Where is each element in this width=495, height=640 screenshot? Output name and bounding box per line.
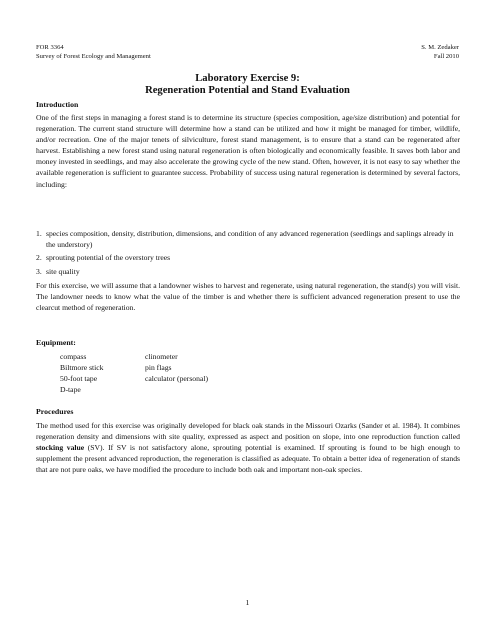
equipment-item: pin flags: [145, 363, 172, 372]
equipment-item: calculator (personal): [145, 374, 209, 383]
equipment-item: D-tape: [60, 385, 81, 394]
list-number: 1.: [36, 229, 42, 238]
equipment-item: compass: [60, 352, 87, 361]
introduction-heading: Introduction: [36, 100, 79, 109]
list-text: site quality: [46, 267, 80, 276]
title-line-1: Laboratory Exercise 9:: [195, 73, 300, 84]
list-item: [36, 228, 460, 250]
procedures-text-after: (SV). If SV is not satisfactory alone, sprouting potential is examined. If sprouting is found to be high enough to supplement the present advanced reproduction, the regeneration is classified as adequate. To obtain a better idea of regeneration of stands that are not pure oaks, we have modified the procedure to include both oak and important non-oak species.: [36, 443, 460, 475]
page-number: 1: [245, 598, 250, 607]
list-number: 2.: [36, 253, 42, 262]
header-left: [36, 43, 151, 61]
list-text: sprouting potential of the overstory trees: [46, 253, 171, 262]
stocking-value-term: stocking value: [36, 443, 85, 453]
procedures-heading: Procedures: [36, 407, 74, 416]
header-right: [421, 43, 459, 61]
procedures-paragraph: [36, 420, 460, 475]
equipment-item: Biltmore stick: [60, 363, 104, 372]
title-line-2: Regeneration Potential and Stand Evaluation: [145, 85, 350, 96]
introduction-paragraph-2: For this exercise, we will assume that a landowner wishes to harvest and regenerate, using natural regeneration, the stand(s) you will visit. The landowner needs to know what the value of the timber is and whether there is sufficient advanced regeneration present to use the clearcut method of regeneration.: [36, 281, 460, 313]
author: S. M. Zedaker: [421, 44, 459, 51]
introduction-paragraph: One of the first steps in managing a forest stand is to determine its structure (species composition, age/size distribution) and potential for regeneration. The current stand structure will determine how a stand can be utilized and how it might be managed for timber, wildlife, and/or recreation. One of the major tenets of silviculture, forest stand management, is to ensure that a stand can be regenerated after harvest. Establishing a new forest stand using natural regeneration is often biologically and economically feasible. It saves both labor and money invested in seedlings, and may also accelerate the growing cycle of the new stand. Often, however, it is not easy to say whether the available regeneration is sufficient to guarantee success. Probability of success using natural regeneration is determined by several factors, including:: [36, 113, 460, 189]
list-number: 3.: [36, 267, 42, 276]
equipment-item: clinometer: [145, 352, 178, 361]
procedures-text-before: The method used for this exercise was originally developed for black oak stands in the Missouri Ozarks (Sander et al. 1984). It combines regeneration density and dimensions with site quality, expressed as aspect and position on slope, into one reproduction function called: [36, 421, 460, 442]
list-item: [36, 252, 460, 263]
equipment-item: 50-foot tape: [60, 374, 98, 383]
equipment-heading: Equipment:: [36, 338, 76, 347]
list-item: [36, 266, 460, 277]
list-text: species composition, density, distribution, dimensions, and condition of any advanced regeneration (seedlings and saplings already in the understory): [46, 229, 454, 250]
course-code: FOR 3364: [36, 44, 64, 51]
course-name: Survey of Forest Ecology and Management: [36, 53, 151, 60]
term: Fall 2010: [433, 53, 459, 60]
